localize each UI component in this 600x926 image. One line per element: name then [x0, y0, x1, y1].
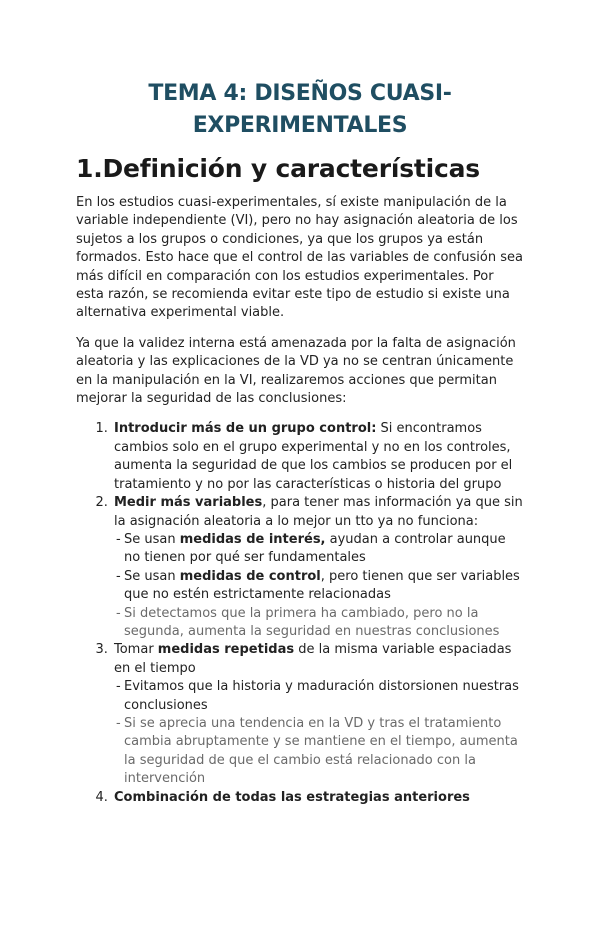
list-item-text: Tomar — [114, 642, 158, 658]
sub-list — [114, 531, 524, 641]
sub-list-item: - Evitamos que la historia y maduración distorsionen nuestras conclusiones — [116, 678, 524, 715]
sub-item-bold: medidas de control — [179, 568, 321, 584]
strategies-list — [76, 420, 524, 807]
sub-item-text: Se usan — [124, 568, 180, 584]
section-heading: 1.Definición y características — [76, 154, 480, 183]
sub-list-item: - Si detectamos que la primera ha cambiado, pero no la segunda, aumenta la seguridad en nuestras conclusiones — [116, 605, 524, 642]
sub-item-text: ayudan a controlar aunque no tienen por qué ser fundamentales — [124, 531, 506, 566]
sub-list-item: - Si se aprecia una tendencia en la VD y tras el tratamiento cambia abruptamente y se mantiene en el tiempo, aumenta la seguridad de que el cambio está relacionado con la intervención — [116, 715, 524, 789]
list-item-text: de la misma variable espaciadas en el tiempo — [114, 642, 512, 676]
document-page — [0, 78, 600, 926]
list-item-bold: Introducir más de un grupo control: — [114, 421, 377, 437]
list-item-text: Si encontramos cambios solo en el grupo experimental y no en los controles, aumenta la seguridad de que los cambios se producen por el tratamiento y no por las características o historia del grupo — [114, 421, 513, 492]
paragraph-definition: En los estudios cuasi-experimentales, sí existe manipulación de la variable independiente (VI), pero no hay asignación aleatoria de los sujetos a los grupos o condiciones, ya que los grupos ya están formados. Esto hace que el control de las variables de confusión sea más difícil en comparación con los estudios experimentales. Por esta razón, se recomienda evitar este tipo de estudio si existe una alternativa experimental viable. — [76, 195, 523, 321]
sub-item-bold: medidas de interés, — [179, 531, 326, 547]
list-item-bold: Combinación de todas las estrategias anteriores — [114, 789, 470, 805]
list-item — [112, 641, 524, 788]
paragraph-validity: Ya que la validez interna está amenazada por la falta de asignación aleatoria y las explicaciones de la VD ya no se centran únicamente en la manipulación en la VI, realizaremos acciones que permitan mejorar la seguridad de las conclusiones: — [76, 335, 516, 407]
list-item-text: , para tener mas información ya que sin la asignación aleatoria a lo mejor un tto ya no funciona: — [114, 495, 523, 529]
list-item — [112, 789, 524, 807]
document-title-line-2: EXPERIMENTALES — [192, 113, 408, 138]
sub-item-text: Se usan — [124, 531, 180, 547]
sub-list-item — [116, 568, 524, 605]
sub-list — [114, 678, 524, 788]
list-item — [112, 494, 524, 641]
sub-item-text: , pero tienen que ser variables que no estén estrictamente relacionadas — [124, 568, 520, 603]
list-item-bold: Medir más variables — [114, 495, 263, 511]
sub-list-item — [116, 531, 524, 568]
list-item-bold: medidas repetidas — [157, 642, 295, 658]
document-title — [76, 78, 524, 142]
document-title-line-1: TEMA 4: DISEÑOS CUASI- — [148, 81, 452, 106]
list-item — [112, 420, 524, 494]
